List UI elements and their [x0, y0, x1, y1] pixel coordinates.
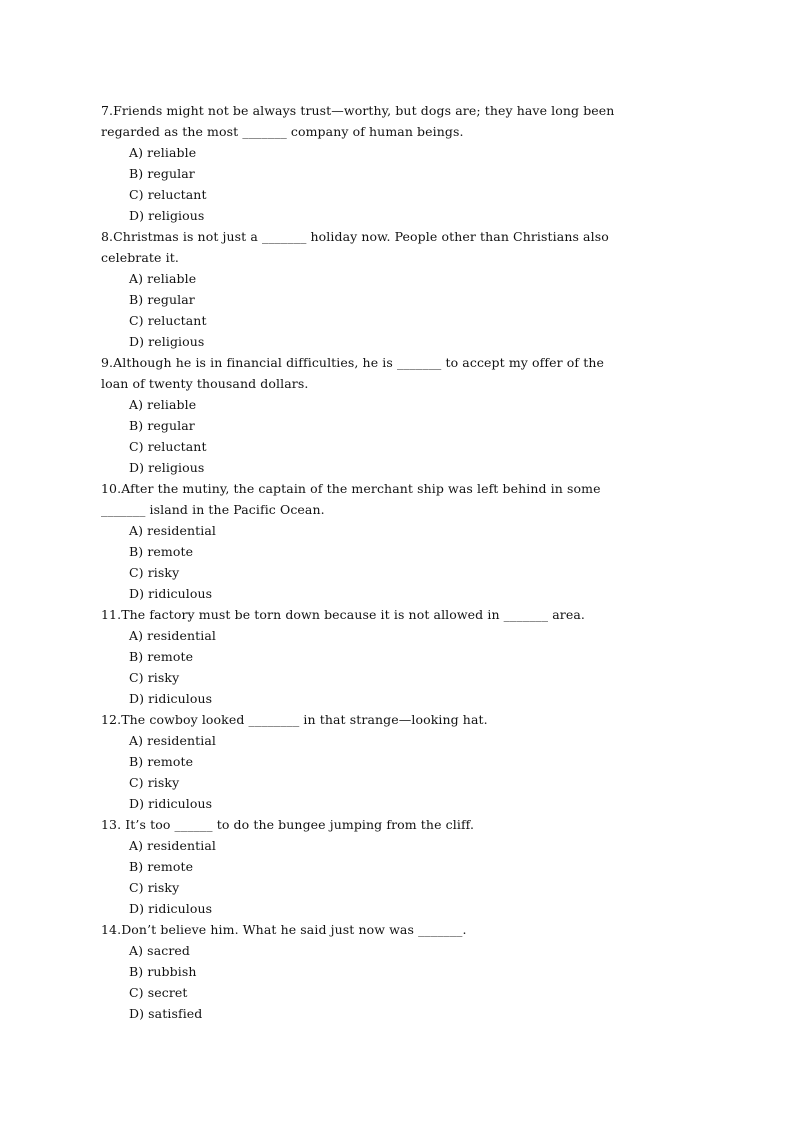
question-text: It’s too ______ to do the bungee jumping from the cliff. — [125, 817, 475, 832]
question-number: 10. — [101, 481, 122, 496]
question-stem-continuation — [101, 247, 691, 268]
answer-option: D) religious — [129, 460, 205, 475]
question-text: loan of twenty thousand dollars. — [101, 376, 309, 391]
question-stem — [101, 919, 691, 940]
question-stem — [101, 814, 691, 835]
answer-option: A) residential — [129, 628, 216, 643]
question-stem — [101, 604, 691, 625]
answer-option: A) sacred — [129, 943, 191, 958]
question-stem-continuation — [101, 373, 691, 394]
question-block — [101, 814, 691, 919]
question-number: 9. — [101, 355, 114, 370]
answer-option: A) reliable — [129, 145, 197, 160]
answer-option: D) ridiculous — [129, 796, 213, 811]
answer-option: C) risky — [129, 670, 180, 685]
question-stem — [101, 100, 691, 121]
answer-option: C) reluctant — [129, 313, 207, 328]
answer-option: C) risky — [129, 880, 180, 895]
question-list — [101, 100, 691, 1024]
answer-option: A) reliable — [129, 271, 197, 286]
question-number: 7. — [101, 103, 114, 118]
question-stem — [101, 226, 691, 247]
answer-option: D) satisfied — [129, 1006, 203, 1021]
question-text: The factory must be torn down because it is not allowed in _______ area. — [121, 607, 585, 622]
answer-option: D) religious — [129, 208, 205, 223]
answer-option: B) regular — [129, 418, 195, 433]
answer-option: C) reluctant — [129, 439, 207, 454]
answer-option: A) residential — [129, 733, 216, 748]
question-text: Friends might not be always trust—worthy, but dogs are; they have long been — [113, 103, 615, 118]
question-stem — [101, 478, 691, 499]
question-text: regarded as the most _______ company of human beings. — [101, 124, 464, 139]
question-block — [101, 100, 691, 226]
answer-option: A) reliable — [129, 397, 197, 412]
answer-option: B) remote — [129, 649, 194, 664]
answer-option: C) reluctant — [129, 187, 207, 202]
question-block — [101, 709, 691, 814]
answer-option: B) remote — [129, 754, 194, 769]
answer-option: D) religious — [129, 334, 205, 349]
question-text: Although he is in financial difficulties, he is _______ to accept my offer of the — [113, 355, 604, 370]
question-block — [101, 604, 691, 709]
question-number: 14. — [101, 922, 122, 937]
question-text: celebrate it. — [101, 250, 179, 265]
question-text: The cowboy looked ________ in that strange—looking hat. — [121, 712, 488, 727]
question-number: 11. — [101, 607, 122, 622]
answer-option: B) regular — [129, 292, 195, 307]
answer-option: B) remote — [129, 544, 194, 559]
question-block — [101, 352, 691, 478]
question-stem-continuation — [101, 121, 691, 142]
answer-option: D) ridiculous — [129, 691, 213, 706]
question-block — [101, 919, 691, 1024]
question-stem-continuation — [101, 499, 691, 520]
question-block — [101, 478, 691, 604]
question-block — [101, 226, 691, 352]
question-text: _______ island in the Pacific Ocean. — [101, 502, 325, 517]
question-number: 8. — [101, 229, 114, 244]
question-text: Christmas is not just a _______ holiday now. People other than Christians also — [113, 229, 609, 244]
question-text: Don’t believe him. What he said just now was _______. — [121, 922, 467, 937]
answer-option: D) ridiculous — [129, 901, 213, 916]
answer-option: B) remote — [129, 859, 194, 874]
answer-option: C) secret — [129, 985, 188, 1000]
answer-option: B) regular — [129, 166, 195, 181]
answer-option: D) ridiculous — [129, 586, 213, 601]
answer-option: A) residential — [129, 523, 216, 538]
answer-option: A) residential — [129, 838, 216, 853]
question-number: 13. — [101, 817, 126, 832]
question-stem — [101, 352, 691, 373]
question-text: After the mutiny, the captain of the merchant ship was left behind in some — [121, 481, 601, 496]
question-stem — [101, 709, 691, 730]
question-number: 12. — [101, 712, 122, 727]
answer-option: B) rubbish — [129, 964, 197, 979]
answer-option: C) risky — [129, 775, 180, 790]
answer-option: C) risky — [129, 565, 180, 580]
